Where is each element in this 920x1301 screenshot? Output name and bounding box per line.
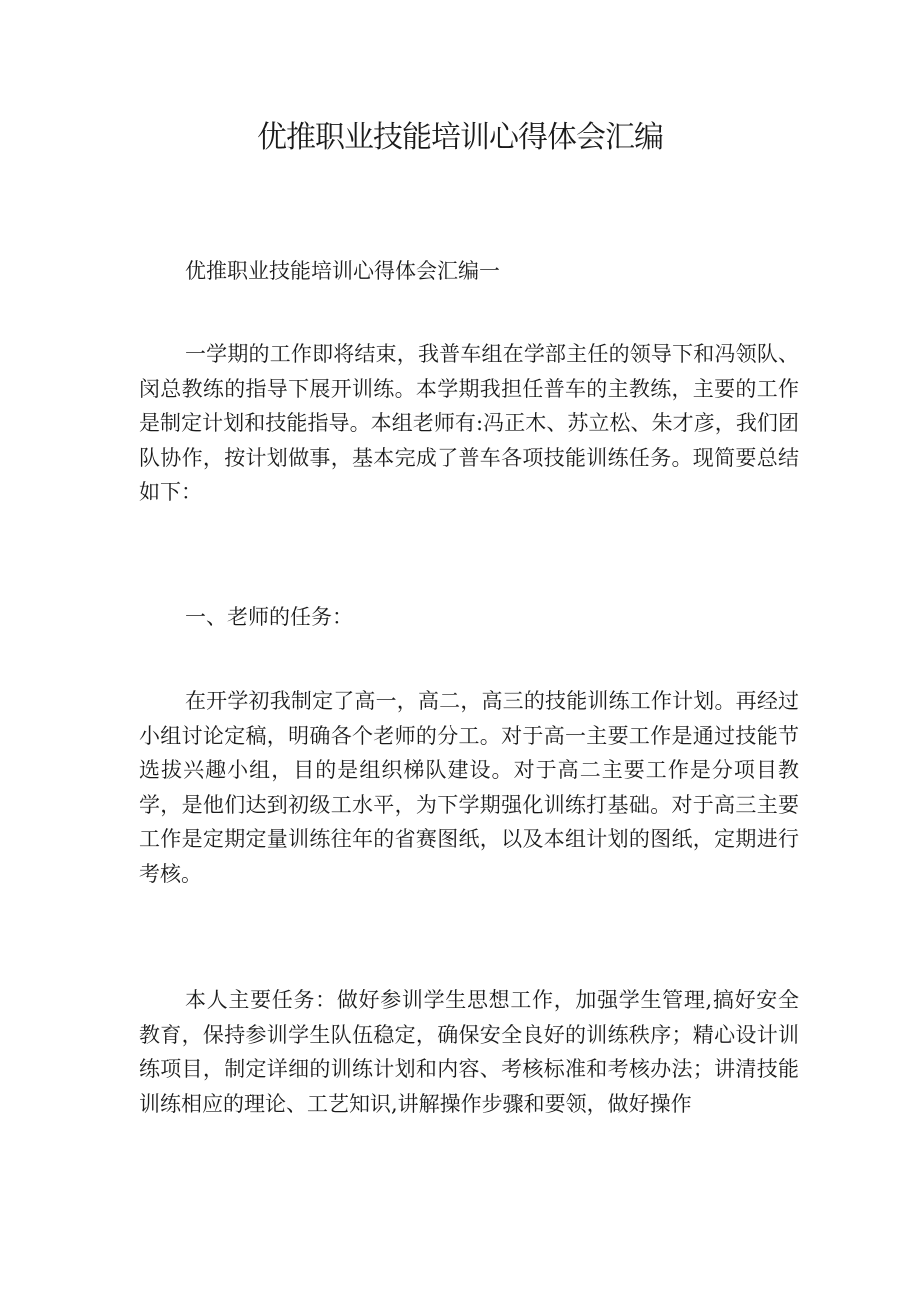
paragraph-intro: 一学期的工作即将结束，我普车组在学部主任的领导下和冯领队、闵总教练的指导下展开训练。本学期我担任普车的主教练，主要的工作是制定计划和技能指导。本组老师有:冯正木、苏立松、朱才彦，我们团队协作，按计划做事，基本完成了普车各项技能训练任务。现简要总结如下： bbox=[139, 342, 799, 504]
section-heading-teacher-tasks: 一、老师的任务： bbox=[185, 605, 353, 629]
paragraph-personal-tasks: 本人主要任务：做好参训学生思想工作，加强学生管理,搞好安全教育，保持参训学生队伍稳定，确保安全良好的训练秩序；精心设计训练项目，制定详细的训练计划和内容、考核标准和考核办法；讲清技能训练相应的理论、工艺知识,讲解操作步骤和要领，做好操作 bbox=[139, 988, 799, 1116]
document-subtitle: 优推职业技能培训心得体会汇编一 bbox=[185, 259, 500, 283]
document-title: 优推职业技能培训心得体会汇编 bbox=[257, 120, 663, 155]
paragraph-training-plan: 在开学初我制定了高一，高二，高三的技能训练工作计划。再经过小组讨论定稿，明确各个老师的分工。对于高一主要工作是通过技能节选拔兴趣小组，目的是组织梯队建设。对于高二主要工作是分项目教学，是他们达到初级工水平，为下学期强化训练打基础。对于高三主要工作是定期定量训练往年的省赛图纸，以及本组计划的图纸，定期进行考核。 bbox=[139, 689, 799, 886]
